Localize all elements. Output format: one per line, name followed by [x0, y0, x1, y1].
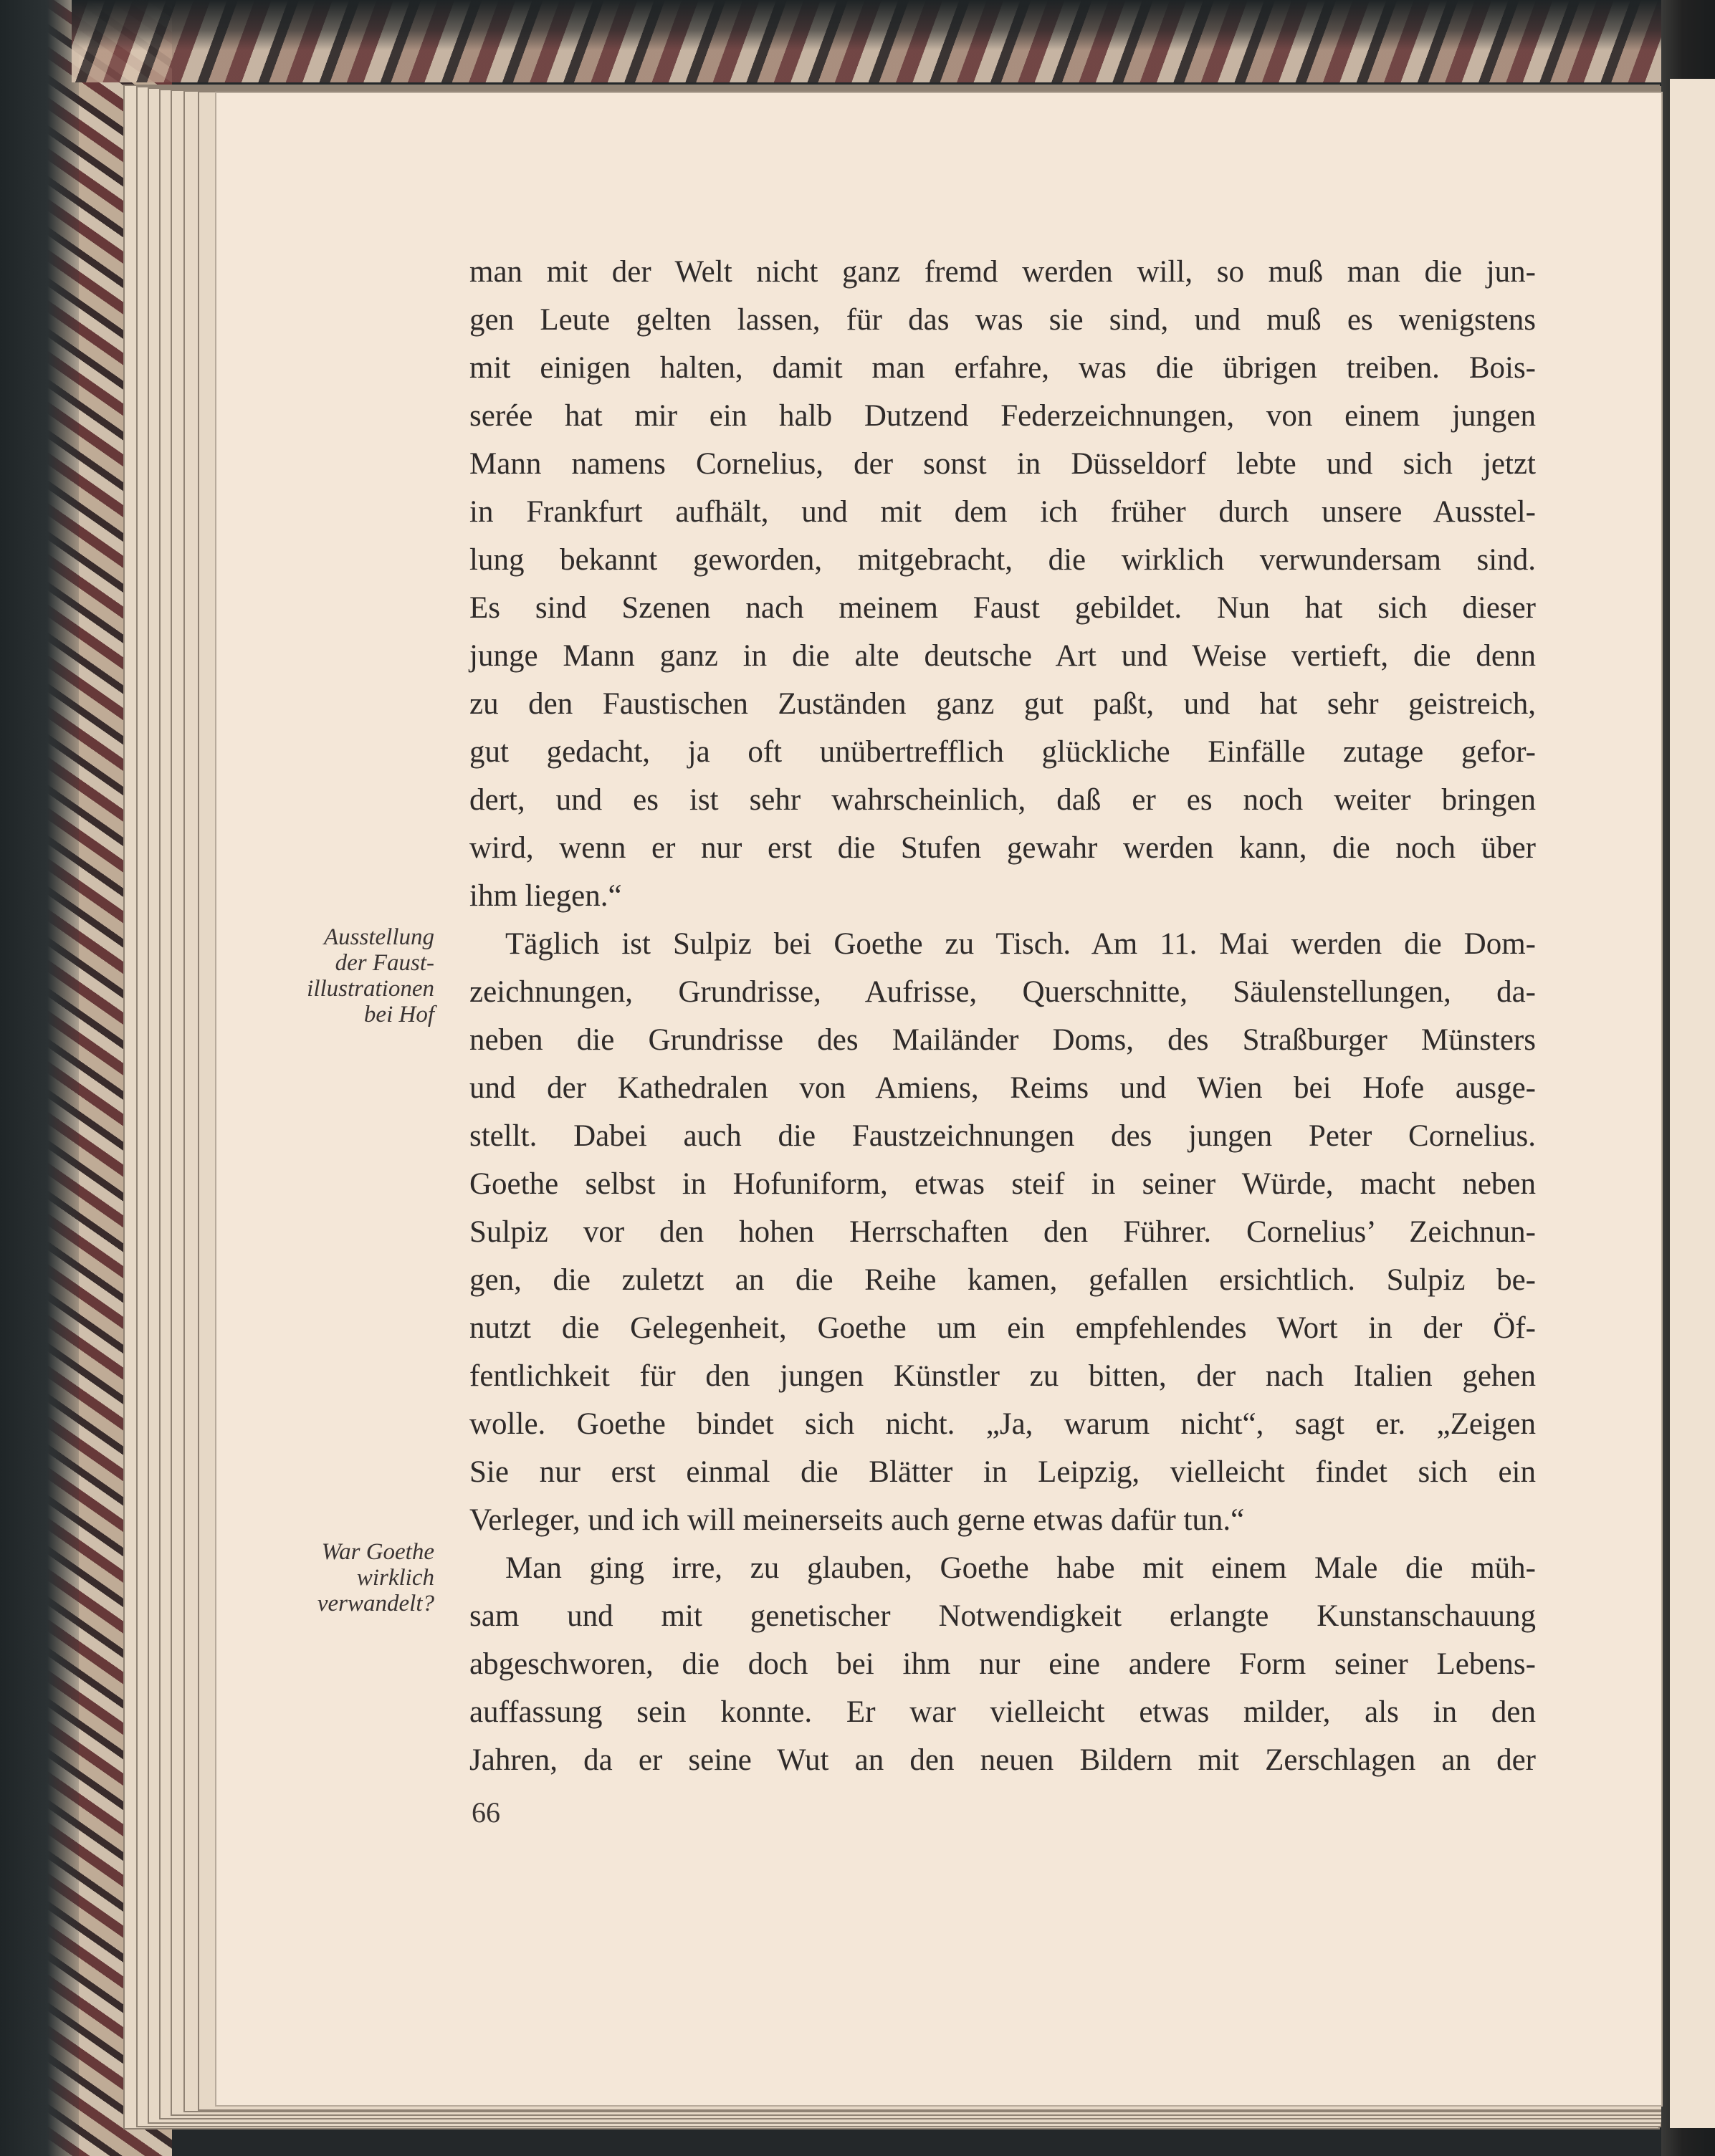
- text-line: Verleger, und ich will meinerseits auch gerne etwas dafür tun.“: [469, 1503, 1245, 1537]
- text-line: in Frankfurt aufhält, und mit dem ich früher durch unsere Ausstel-: [469, 495, 1536, 529]
- text-line: abgeschworen, die doch bei ihm nur eine andere Form seiner Lebens-: [469, 1647, 1536, 1681]
- paragraph-1: [469, 248, 1536, 920]
- margin-note-line: Ausstellung: [324, 924, 434, 950]
- book-cover-top-shade: [72, 0, 1715, 50]
- text-line: neben die Grundrisse des Mailänder Doms, des Straßburger Münsters: [469, 1023, 1536, 1057]
- text-line: Sie nur erst einmal die Blätter in Leipzig, vielleicht findet sich ein: [469, 1455, 1536, 1489]
- text-line: auffassung sein konnte. Er war vielleicht etwas milder, als in den: [469, 1695, 1536, 1729]
- text-line: und der Kathedralen von Amiens, Reims und Wien bei Hofe ausge-: [469, 1071, 1536, 1105]
- text-line: ihm liegen.“: [469, 879, 622, 913]
- text-line: junge Mann ganz in die alte deutsche Art und Weise vertieft, die denn: [469, 639, 1536, 673]
- text-line: Goethe selbst in Hofuniform, etwas steif in seiner Würde, macht neben: [469, 1167, 1536, 1201]
- text-line: gen Leute gelten lassen, für das was sie sind, und muß es wenigstens: [469, 303, 1536, 337]
- text-line: zu den Faustischen Zuständen ganz gut paßt, und hat sehr geistreich,: [469, 687, 1536, 721]
- text-line: fentlichkeit für den jungen Künstler zu bitten, der nach Italien gehen: [469, 1359, 1536, 1393]
- margin-note-line: bei Hof: [363, 1002, 434, 1027]
- margin-note-line: War Goethe: [321, 1539, 434, 1565]
- margin-note-line: wirklich: [356, 1565, 434, 1591]
- book-page: [215, 92, 1663, 2107]
- text-line: zeichnungen, Grundrisse, Aufrisse, Querschnitte, Säulenstellungen, da-: [469, 975, 1536, 1009]
- text-line: Mann namens Cornelius, der sonst in Düsseldorf lebte und sich jetzt: [469, 447, 1536, 481]
- text-line: dert, und es ist sehr wahrscheinlich, daß er es noch weiter bringen: [469, 783, 1536, 817]
- text-line: man mit der Welt nicht ganz fremd werden will, so muß man die jun-: [469, 255, 1536, 289]
- margin-note-line: der Faust-: [335, 950, 434, 976]
- text-line: wird, wenn er nur erst die Stufen gewahr werden kann, die noch über: [469, 831, 1536, 865]
- text-line: serée hat mir ein halb Dutzend Federzeichnungen, von einem jungen: [469, 399, 1536, 433]
- text-line: mit einigen halten, damit man erfahre, was die übrigen treiben. Bois-: [469, 351, 1536, 385]
- text-line: nutzt die Gelegenheit, Goethe um ein empfehlendes Wort in der Öf-: [469, 1311, 1536, 1345]
- facing-page-edge: [1670, 79, 1715, 2128]
- text-line: Jahren, da er seine Wut an den neuen Bildern mit Zerschlagen an der: [469, 1743, 1536, 1777]
- text-line: gut gedacht, ja oft unübertrefflich glückliche Einfälle zutage gefor-: [469, 735, 1536, 769]
- text-line: lung bekannt geworden, mitgebracht, die wirklich verwundersam sind.: [469, 543, 1536, 577]
- margin-note-exhibition: [255, 924, 434, 1027]
- margin-note-line: illustrationen: [307, 976, 434, 1002]
- margin-note-line: verwandelt?: [317, 1591, 434, 1616]
- text-line: gen, die zuletzt an die Reihe kamen, gefallen ersichtlich. Sulpiz be-: [469, 1263, 1536, 1297]
- margin-note-goethe: [255, 1539, 434, 1616]
- text-line: Es sind Szenen nach meinem Faust gebildet. Nun hat sich dieser: [469, 591, 1536, 625]
- body-text: [469, 248, 1536, 1784]
- text-line: stellt. Dabei auch die Faustzeichnungen des jungen Peter Cornelius.: [469, 1119, 1536, 1153]
- text-line: Man ging irre, zu glauben, Goethe habe mit einem Male die müh-: [505, 1551, 1536, 1585]
- text-line: wolle. Goethe bindet sich nicht. „Ja, warum nicht“, sagt er. „Zeigen: [469, 1407, 1536, 1441]
- paragraph-2: [469, 920, 1536, 1544]
- book-cover-spine: [0, 0, 79, 2156]
- paragraph-3: [469, 1544, 1536, 1784]
- text-line: Täglich ist Sulpiz bei Goethe zu Tisch. Am 11. Mai werden die Dom-: [505, 927, 1536, 961]
- text-line: sam und mit genetischer Notwendigkeit erlangte Kunstanschauung: [469, 1599, 1536, 1633]
- page-number: 66: [472, 1796, 500, 1829]
- text-line: Sulpiz vor den hohen Herrschaften den Führer. Cornelius’ Zeichnun-: [469, 1215, 1536, 1249]
